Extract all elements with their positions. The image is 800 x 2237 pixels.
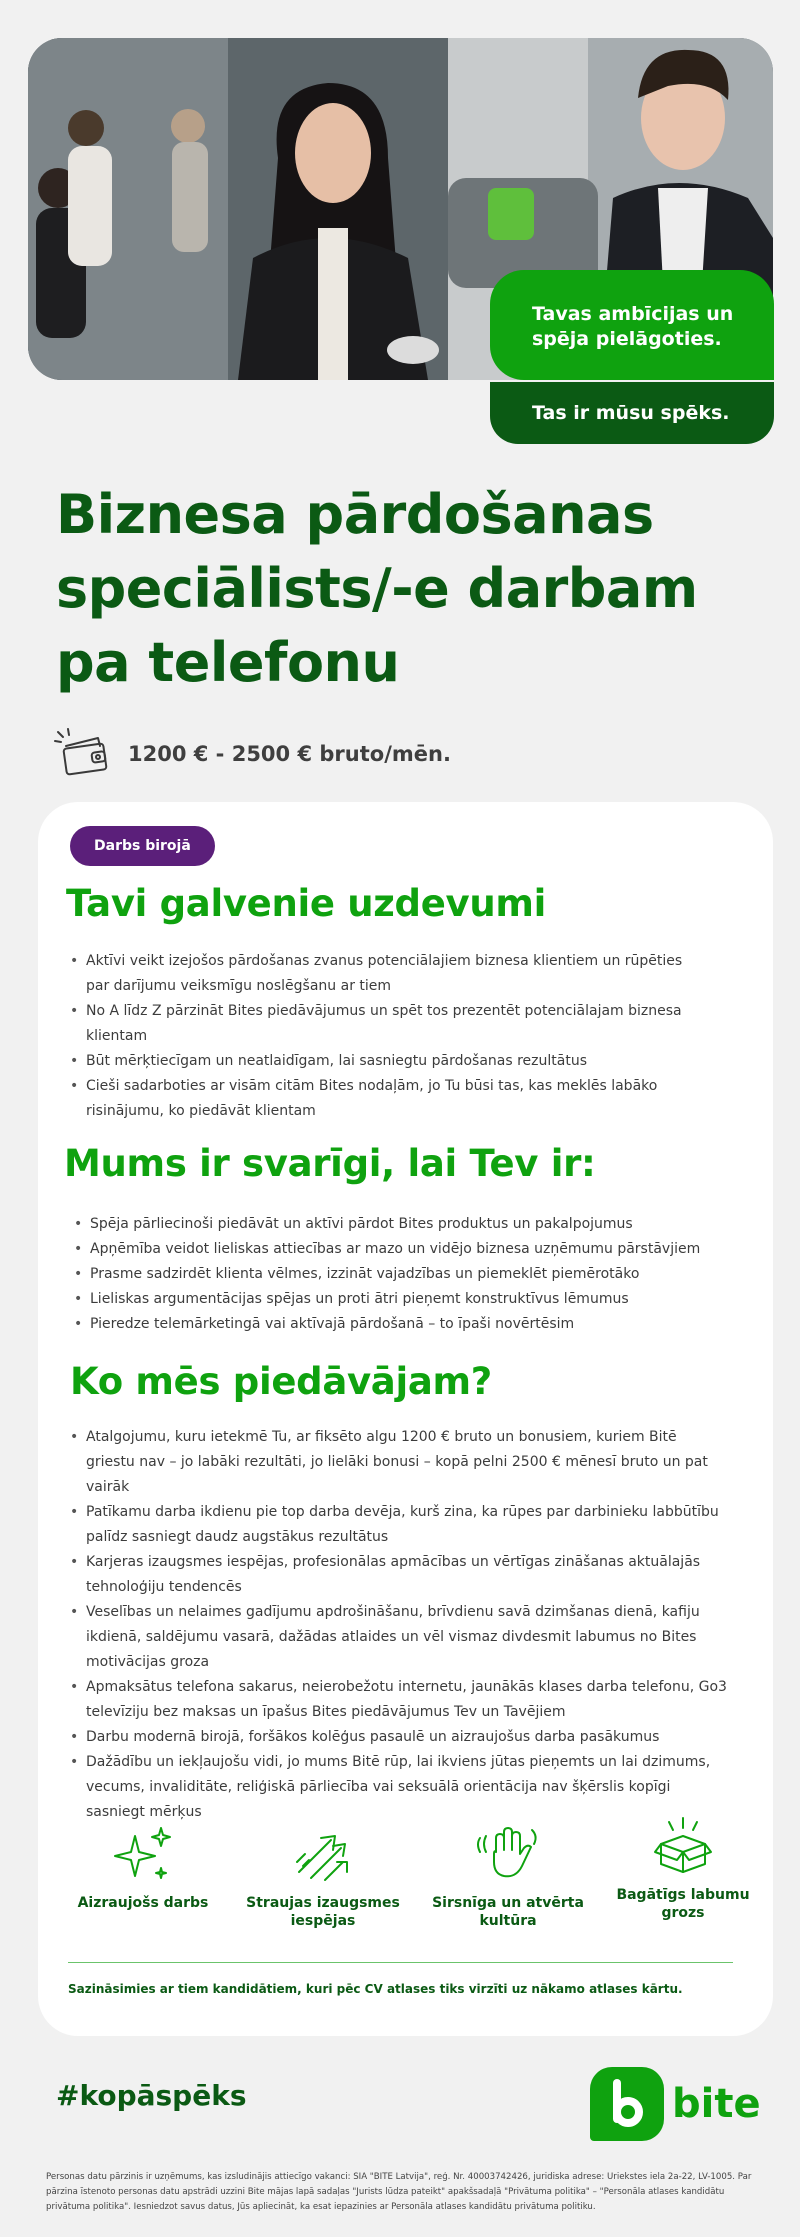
- list-item: • Darbu modernā birojā, foršākos kolēģus pasaulē un aizraujošus darba pasākumus: [68, 1725, 728, 1750]
- list-item: • Atalgojumu, kuru ietekmē Tu, ar fiksēto algu 1200 € bruto un bonusiem, kuriem Bitē griestu nav – jo labāki rezultāti, jo lielāki bonusi – kopā pelni 2500 € mēnesī bruto un pat vairāk: [68, 1425, 728, 1500]
- feature-item: [598, 1814, 768, 1922]
- selection-note: Sazināsimies ar tiem kandidātiem, kuri pēc CV atlases tiks virzīti uz nākamo atlases kārtu.: [68, 1982, 683, 1996]
- requirements-list: [72, 1212, 732, 1337]
- salary-row: [54, 728, 451, 780]
- list-item: • Karjeras izaugsmes iespējas, profesionālas apmācības un vērtīgas zināšanas aktuālajās tehnoloģiju tendencēs: [68, 1550, 728, 1600]
- hashtag: #kopāspēks: [56, 2079, 247, 2112]
- feature-label: Sirsnīga un atvērta kultūra: [432, 1895, 584, 1929]
- list-item: • Pieredze telemārketingā vai aktīvajā pārdošanā – to īpaši novērtēsim: [72, 1312, 732, 1337]
- growth-arrows-icon: [238, 1822, 408, 1886]
- section-title-benefits: Ko mēs piedāvājam?: [70, 1360, 492, 1403]
- list-item: • Aktīvi veikt izejošos pārdošanas zvanus potenciālajiem biznesa klientiem un rūpēties par darījumu veiksmīgu noslēgšanu ar tiem: [68, 949, 708, 999]
- feature-item: [423, 1822, 593, 1930]
- tagline-bubble-secondary: Tas ir mūsu spēks.: [490, 382, 774, 444]
- feature-item: [58, 1822, 228, 1912]
- divider: [68, 1962, 733, 1963]
- bite-logo-text: bite: [672, 2081, 761, 2127]
- tagline-bubble-primary: Tavas ambīcijas un spēja pielāgoties.: [490, 270, 774, 380]
- sparkles-icon: [58, 1822, 228, 1886]
- list-item: • Cieši sadarboties ar visām citām Bites nodaļām, jo Tu būsi tas, kas meklēs labāko risinājumu, ko piedāvāt klientam: [68, 1074, 708, 1124]
- legal-notice: Personas datu pārzinis ir uzņēmums, kas izsludinājis attiecīgo vakanci: SIA "BITE Latvija", reģ. Nr. 40003742426, juridiska adrese: Uriekstes iela 2a-22, LV-1005. Par pārzina īstenoto personas datu apstrādi uzzini Bite mājas lapā sadaļas "Jurists lūdza pateikt" apakšsadaļā "Privātuma politika" – "Personāla atlases kandidātu privātuma politika". Iesniedzot savus datus, Jūs apliecināt, ka esat iepazinies ar Personāla atlases kandidātu privātuma politiku.: [46, 2172, 752, 2212]
- feature-highlights: [38, 1822, 773, 1942]
- feature-label: Straujas izaugsmes iespējas: [246, 1895, 400, 1929]
- list-item: • Būt mērķtiecīgam un neatlaidīgam, lai sasniegtu pārdošanas rezultātus: [68, 1049, 708, 1074]
- bite-logo: [590, 2066, 761, 2142]
- salary-range: 1200 € - 2500 € bruto/mēn.: [128, 742, 451, 766]
- wallet-icon: [54, 728, 110, 780]
- feature-item: [238, 1822, 408, 1930]
- feature-label: Aizraujošs darbs: [77, 1895, 209, 1911]
- job-details-card: [38, 802, 773, 2036]
- list-item: • Lieliskas argumentācijas spējas un proti ātri pieņemt konstruktīvus lēmumus: [72, 1287, 732, 1312]
- section-title-tasks: Tavi galvenie uzdevumi: [66, 882, 547, 925]
- list-item: • Veselības un nelaimes gadījumu apdrošināšanu, brīvdienu savā dzimšanas dienā, kafiju ikdienā, saldējumu vasarā, dažādas atlaides un vēl vismaz divdesmit labumus no Bites motivācijas groza: [68, 1600, 728, 1675]
- list-item: • Prasme sadzirdēt klienta vēlmes, izzināt vajadzības un piemeklēt piemērotāko: [72, 1262, 732, 1287]
- waving-hand-icon: [423, 1822, 593, 1886]
- tasks-list: [68, 949, 708, 1124]
- list-item: • Patīkamu darba ikdienu pie top darba devēja, kurš zina, ka rūpes par darbinieku labbūtību palīdz sasniegt daudz augstākus rezultātus: [68, 1500, 728, 1550]
- feature-label: Bagātīgs labumu grozs: [616, 1887, 750, 1921]
- bite-logo-mark: [590, 2067, 664, 2141]
- list-item: • No A līdz Z pārzināt Bites piedāvājumus un spēt tos prezentēt potenciālajam biznesa klientam: [68, 999, 708, 1049]
- section-title-requirements: Mums ir svarīgi, lai Tev ir:: [64, 1142, 596, 1185]
- list-item: • Spēja pārliecinoši piedāvāt un aktīvi pārdot Bites produktus un pakalpojumus: [72, 1212, 732, 1237]
- list-item: • Apmaksātus telefona sakarus, neierobežotu internetu, jaunākās klases darba telefonu, Go3 televīziju bez maksas un īpašus Bites piedāvājumus Tev un Tavējiem: [68, 1675, 728, 1725]
- list-item: • Apņēmība veidot lieliskas attiecības ar mazo un vidējo biznesa uzņēmumu pārstāvjiem: [72, 1237, 732, 1262]
- gift-box-icon: [598, 1814, 768, 1878]
- job-title: Biznesa pārdošanas speciālists/-e darbam pa telefonu: [56, 483, 698, 694]
- benefits-list: [68, 1425, 728, 1825]
- list-item: • Dažādību un iekļaujošu vidi, jo mums Bitē rūp, lai ikviens jūtas pieņemts un lai dzimums, vecums, invaliditāte, reliģiskā pārliecība vai seksuālā orientācija nav šķērslis kopīgi sasniegt mērķus: [68, 1750, 728, 1825]
- work-location-badge: Darbs birojā: [70, 826, 215, 866]
